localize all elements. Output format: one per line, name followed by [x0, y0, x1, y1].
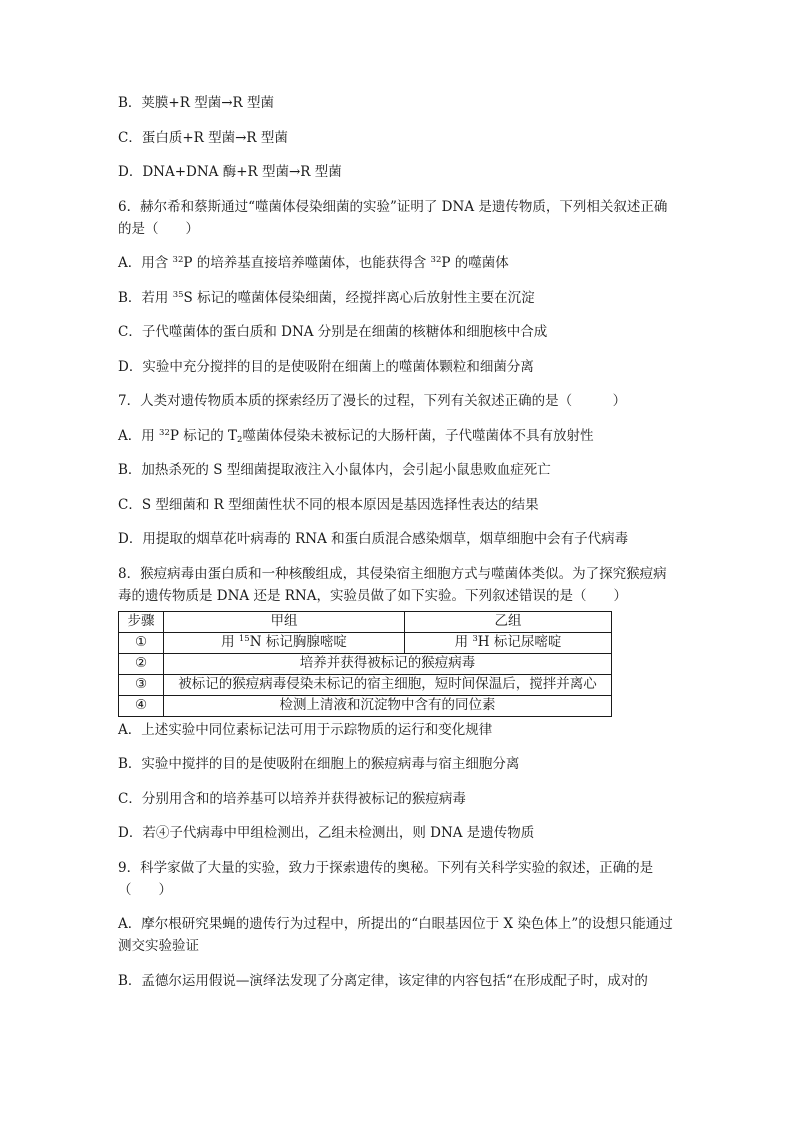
header-step: 步骤 — [119, 611, 164, 632]
q6-option-d: D．实验中充分搅拌的目的是使吸附在细菌上的噬菌体颗粒和细菌分离 — [118, 358, 534, 375]
q7-option-d: D．用提取的烟草花叶病毒的 RNA 和蛋白质混合感染烟草，烟草细胞中会有子代病毒 — [118, 531, 629, 547]
merged-cell: 培养并获得被标记的猴痘病毒 — [164, 653, 612, 674]
q6-option-a: A．用含 $^{32}$P 的培养基直接培养噬菌体，也能获得含 $^{32}$P 的噬菌体 — [118, 255, 509, 271]
table-row — [119, 695, 612, 716]
q8-option-d: D．若④子代病毒中甲组检测出，乙组未检测出，则 DNA 是遗传物质 — [118, 825, 535, 841]
q5-option-c: C．蛋白质+R 型菌→R 型菌 — [118, 129, 288, 146]
step-number: ④ — [119, 695, 164, 716]
q9-option-b: B．孟德尔运用假说—演绎法发现了分离定律，该定律的内容包括“在形成配子时，成对的 — [118, 972, 648, 989]
q8-experiment-table — [118, 611, 612, 717]
q8-option-b: B．实验中搅拌的目的是使吸附在细胞上的猴痘病毒与宿主细胞分离 — [118, 756, 520, 772]
step-number: ③ — [119, 674, 164, 695]
merged-cell: 检测上清液和沉淀物中含有的同位素 — [164, 695, 612, 716]
table-row — [119, 632, 612, 653]
step-number: ① — [119, 632, 164, 653]
exam-page — [118, 92, 678, 1004]
q5-option-d: D．DNA+DNA 酶+R 型菌→R 型菌 — [118, 164, 342, 180]
q7-option-c: C．S 型细菌和 R 型细菌性状不同的根本原因是基因选择性表达的结果 — [118, 496, 539, 513]
table-row — [119, 653, 612, 674]
q7-option-a: A．用 $^{32}$P 标记的 $T_2$噬菌体侵染未被标记的大肠杆菌，子代噬菌体不具有放射性 — [118, 427, 594, 445]
table-row — [119, 674, 612, 695]
q8-option-c: C．分别用含和的培养基可以培养并获得被标记的猴痘病毒 — [118, 790, 466, 807]
q6-stem: 6．赫尔希和蔡斯通过“噬菌体侵染细菌的实验”证明了 DNA 是遗传物质，下列相关叙述正确的是（ ） — [118, 198, 668, 237]
q9-option-a: A．摩尔根研究果蝇的遗传行为过程中，所提出的“白眼基因位于 X 染色体上”的设想只能通过测交实验验证 — [118, 916, 673, 954]
q6-option-b: B．若用 $^{35}$S 标记的噬菌体侵染细菌，经搅拌离心后放射性主要在沉淀 — [118, 289, 535, 306]
q8-option-a: A．上述实验中同位素标记法可用于示踪物质的运行和变化规律 — [118, 721, 493, 738]
q7-option-b: B．加热杀死的 S 型细菌提取液注入小鼠体内，会引起小鼠患败血症死亡 — [118, 462, 551, 478]
q6-option-c: C．子代噬菌体的蛋白质和 DNA 分别是在细菌的核糖体和细胞核中合成 — [118, 324, 548, 340]
group-b-cell: 用 $^3$H 标记尿嘧啶 — [404, 632, 611, 653]
q9-stem: 9．科学家做了大量的实验，致力于探索遗传的奥秘。下列有关科学实验的叙述，正确的是（ ） — [118, 859, 654, 898]
q7-stem: 7．人类对遗传物质本质的探索经历了漫长的过程，下列有关叙述正确的是（ ） — [118, 393, 627, 409]
group-a-cell: 用 $^{15}$N 标记胸腺嘧啶 — [164, 632, 405, 653]
table-header-row — [119, 611, 612, 632]
merged-cell: 被标记的猴痘病毒侵染未标记的宿主细胞，短时间保温后，搅拌并离心 — [164, 674, 612, 695]
q8-stem: 8．猴痘病毒由蛋白质和一种核酸组成，其侵染宿主细胞方式与噬菌体类似。为了探究猴痘病毒的遗传物质是 DNA 还是 RNA，实验员做了如下实验。下列叙述错误的是（ ） — [118, 565, 667, 604]
header-group-b: 乙组 — [404, 611, 611, 632]
header-group-a: 甲组 — [164, 611, 405, 632]
step-number: ② — [119, 653, 164, 674]
q5-option-b: B．荚膜+R 型菌→R 型菌 — [118, 95, 274, 111]
